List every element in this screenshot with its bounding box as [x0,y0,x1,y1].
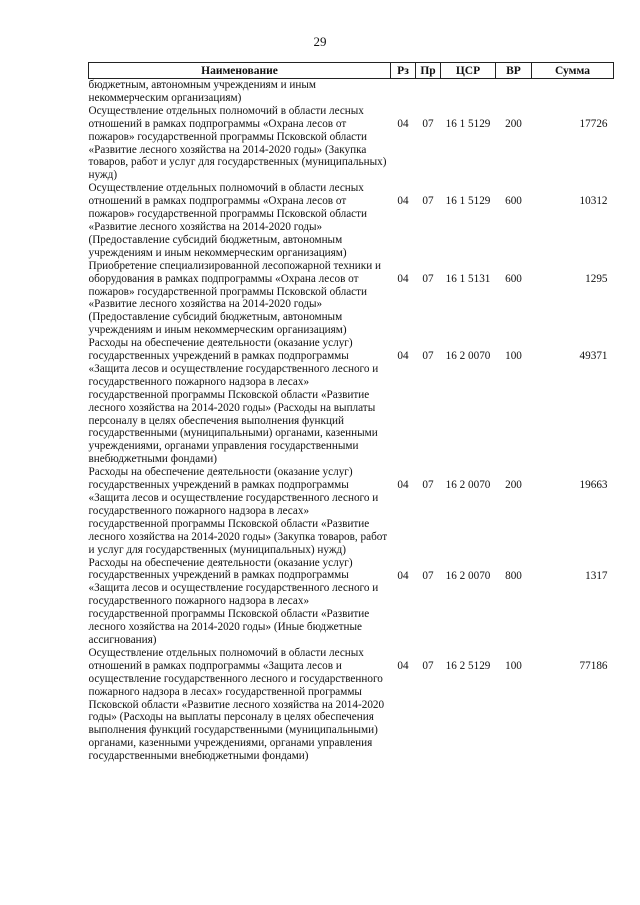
table-row [89,557,614,647]
row-name: Приобретение специализированной лесопожарной техники и оборудования в рамках подпрограммы «Охрана лесов от пожаров» государственной программы Псковской области «Развитие лесного хозяйства на 2014-2020 годы» (Предоставление субсидий бюджетным, автономным учреждениям и иным некоммерческим организациям) [88,259,381,337]
header-sum: Сумма [532,63,614,79]
row-vr: 600 [505,272,522,285]
row-csr: 16 1 5131 [445,272,491,285]
row-rz: 04 [397,272,409,285]
row-csr: 16 2 5129 [445,659,491,672]
row-name: Расходы на обеспечение деятельности (оказание услуг) государственных учреждений в рамках подпрограммы «Защита лесов и осуществление государственного лесного и государственного пожарного надзора в лесах» государственной программы Псковской области «Развитие лесного хозяйства на 2014-2020 годы» (Иные бюджетные ассигнования) [88,556,379,646]
budget-table [88,62,614,763]
row-pr: 07 [422,272,434,285]
row-sum: 17726 [579,117,608,130]
row-csr: 16 1 5129 [445,195,491,208]
row-sum: 1295 [585,272,608,285]
continuation-text: бюджетным, автономным учреждениям и иным некоммерческим организациям) [88,79,316,104]
row-vr: 200 [505,479,522,492]
row-sum: 19663 [579,479,608,492]
row-pr: 07 [422,479,434,492]
table-row [89,105,614,182]
row-csr: 16 2 0070 [445,479,491,492]
row-vr: 100 [505,350,522,363]
row-rz: 04 [397,117,409,130]
row-sum: 49371 [579,350,608,363]
row-rz: 04 [397,195,409,208]
continuation-row [89,79,614,105]
page-number: 29 [313,34,327,49]
header-name: Наименование [89,63,391,79]
row-pr: 07 [422,569,434,582]
empty-cell [441,79,496,105]
row-name: Осуществление отдельных полномочий в области лесных отношений в рамках подпрограммы «Охрана лесов от пожаров» государственной программы Псковской области «Развитие лесного хозяйства на 2014-2020 годы» (Предоставление субсидий бюджетным, автономным учреждениям и иным некоммерческим организациям) [88,182,368,259]
row-pr: 07 [422,117,434,130]
header-rz: Рз [391,63,416,79]
row-name: Расходы на обеспечение деятельности (оказание услуг) государственных учреждений в рамках подпрограммы «Защита лесов и осуществление государственного лесного и государственного пожарного надзора в лесах» государственной программы Псковской области «Развитие лесного хозяйства на 2014-2020 годы» (Расходы на выплаты персоналу в целях обеспечения выполнения функций государственными (муниципальными) органами, казенными учреждениями, органами управления государственными внебюджетными фондами) [88,337,379,466]
row-pr: 07 [422,659,434,672]
empty-cell [532,79,614,105]
row-csr: 16 2 0070 [445,350,491,363]
table-row [89,466,614,556]
row-rz: 04 [397,659,409,672]
row-vr: 800 [505,569,522,582]
empty-cell [391,79,416,105]
row-vr: 200 [505,117,522,130]
row-pr: 07 [422,195,434,208]
row-sum: 1317 [585,569,608,582]
row-sum: 10312 [579,195,608,208]
header-vr: ВР [496,63,532,79]
row-csr: 16 1 5129 [445,117,491,130]
row-sum: 77186 [579,659,608,672]
header-pr: Пр [416,63,441,79]
row-rz: 04 [397,479,409,492]
row-rz: 04 [397,350,409,363]
table-row [89,182,614,259]
empty-cell [416,79,441,105]
row-vr: 600 [505,195,522,208]
row-rz: 04 [397,569,409,582]
row-vr: 100 [505,659,522,672]
table-row [89,647,614,763]
table-row [89,260,614,337]
row-name: Осуществление отдельных полномочий в области лесных отношений в рамках подпрограммы «Защита лесов и осуществление государственного лесного и государственного пожарного надзора в лесах» государственной программы Псковской области «Развитие лесного хозяйства на 2014-2020 годы» (Расходы на выплаты персоналу в целях обеспечения выполнения функций государственными (муниципальными) органами, казенными учреждениями, органами управления государственными внебюджетными фондами) [88,646,385,763]
table-row [89,337,614,466]
table-header-row [89,63,614,79]
header-csr: ЦСР [441,63,496,79]
row-name: Осуществление отдельных полномочий в области лесных отношений в рамках подпрограммы «Охрана лесов от пожаров» государственной программы Псковской области «Развитие лесного хозяйства на 2014-2020 годы» (Закупка товаров, работ и услуг для государственных (муниципальных) нужд) [88,104,387,182]
table-body [89,79,614,764]
empty-cell [496,79,532,105]
row-csr: 16 2 0070 [445,569,491,582]
row-name: Расходы на обеспечение деятельности (оказание услуг) государственных учреждений в рамках подпрограммы «Защита лесов и осуществление государственного лесного и государственного пожарного надзора в лесах» государственной программы Псковской области «Развитие лесного хозяйства на 2014-2020 годы» (Закупка товаров, работ и услуг для государственных (муниципальных) нужд) [88,466,388,556]
row-pr: 07 [422,350,434,363]
